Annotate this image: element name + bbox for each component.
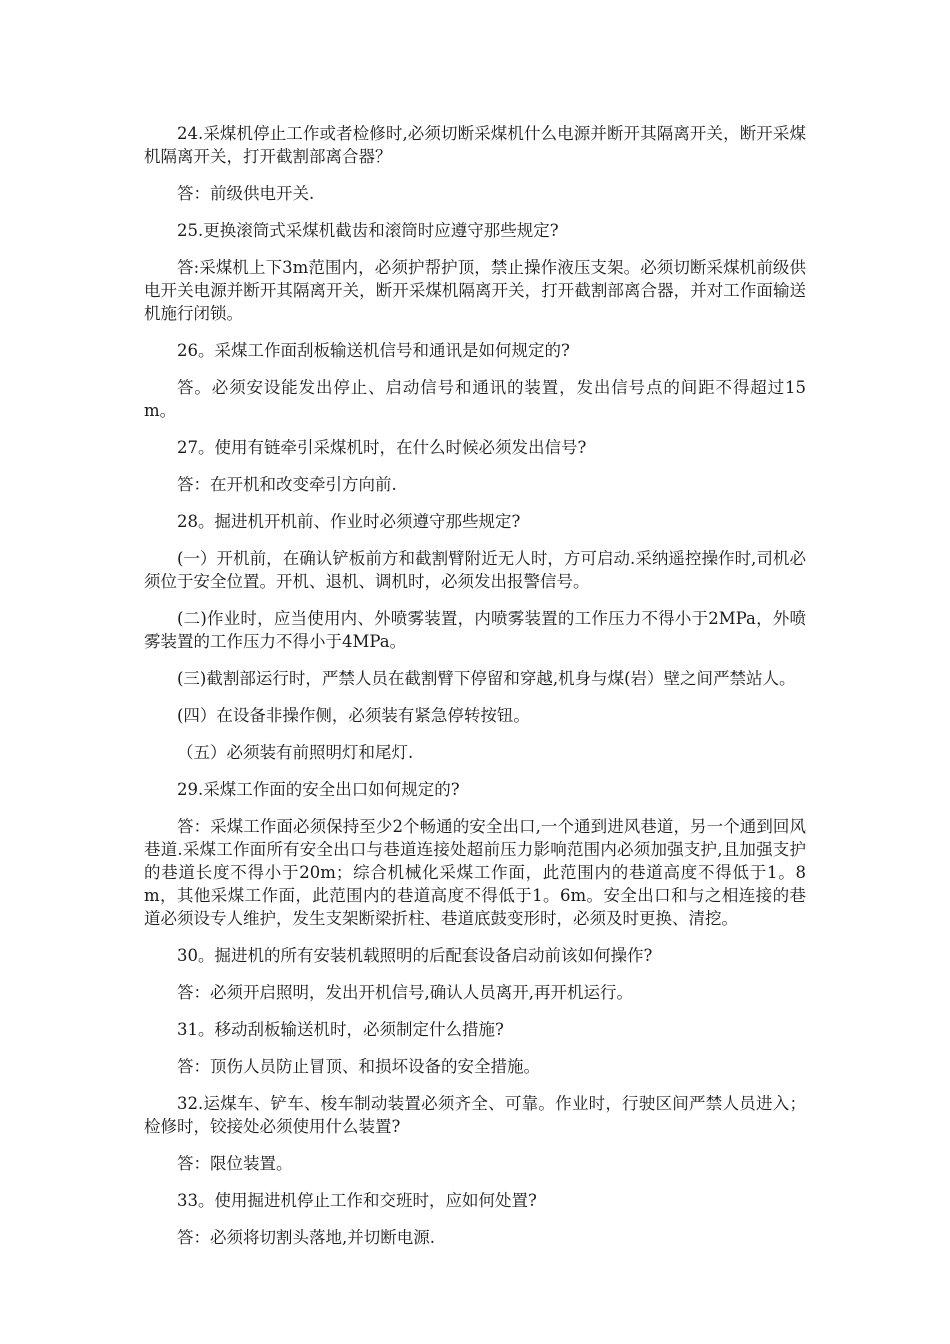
question-25: 25.更换滚筒式采煤机截齿和滚筒时应遵守那些规定? [177, 221, 559, 240]
answer-29: 答：采煤工作面必须保持至少2个畅通的安全出口,一个通到进风巷道，另一个通到回风巷道.采煤工作面所有安全出口与巷道连接处超前压力影响范围内必须加强支护,且加强支护的巷道长度不得小于20m；综合机械化采煤工作面，此范围内的巷道高度不得低于1。8m，其他采煤工作面，此范围内的巷道高度不得低于1。6m。安全出口和与之相连接的巷道必须设专人维护，发生支架断梁折柱、巷道底鼓变形时，必须及时更换、清挖。 [144, 817, 806, 928]
question-24: 24.采煤机停止工作或者检修时,必须切断采煤机什么电源并断开其隔离开关，断开采煤机隔离开关，打开截割部离合器？ [144, 124, 806, 166]
question-26: 26。采煤工作面刮板输送机信号和通讯是如何规定的? [177, 341, 570, 360]
answer-30: 答：必须开启照明，发出开机信号,确认人员离开,再开机运行。 [177, 983, 633, 1002]
answer-28-item-3: (三)截割部运行时，严禁人员在截割臂下停留和穿越,机身与煤(岩）壁之间严禁站人。 [177, 669, 796, 688]
answer-28-item-5: （五）必须装有前照明灯和尾灯. [177, 743, 414, 762]
question-31: 31。移动刮板输送机时，必须制定什么措施? [177, 1020, 504, 1039]
question-27: 27。使用有链牵引采煤机时，在什么时候必须发出信号? [177, 438, 587, 457]
answer-24: 答：前级供电开关. [177, 184, 315, 203]
answer-31: 答：顶伤人员防止冒顶、和损坏设备的安全措施。 [177, 1057, 540, 1076]
answer-32: 答：限位装置。 [177, 1154, 293, 1173]
answer-26: 答。必须安设能发出停止、启动信号和通讯的装置，发出信号点的间距不得超过15m。 [144, 378, 806, 420]
answer-27: 答：在开机和改变牵引方向前. [177, 475, 397, 494]
answer-25: 答:采煤机上下3m范围内，必须护帮护顶，禁止操作液压支架。必须切断采煤机前级供电开关电源并断开其隔离开关，断开采煤机隔离开关，打开截割部离合器，并对工作面输送机施行闭锁。 [144, 258, 806, 323]
answer-33: 答：必须将切割头落地,并切断电源. [177, 1228, 435, 1247]
answer-28-item-2: (二)作业时，应当使用内、外喷雾装置，内喷雾装置的工作压力不得小于2MPa，外喷雾装置的工作压力不得小于4MPa。 [144, 609, 806, 651]
question-29: 29.采煤工作面的安全出口如何规定的? [177, 780, 460, 799]
question-32: 32.运煤车、铲车、梭车制动装置必须齐全、可靠。作业时，行驶区间严禁人员进入；检修时，铰接处必须使用什么装置? [144, 1094, 806, 1136]
answer-28-item-1: (一）开机前，在确认铲板前方和截割臂附近无人时，方可启动.采纳遥控操作时,司机必须位于安全位置。开机、退机、调机时，必须发出报警信号。 [144, 549, 806, 591]
question-33: 33。使用掘进机停止工作和交班时，应如何处置? [177, 1191, 537, 1210]
question-30: 30。掘进机的所有安装机载照明的后配套设备启动前该如何操作? [177, 946, 653, 965]
question-28: 28。掘进机开机前、作业时必须遵守那些规定? [177, 512, 521, 531]
document-body [144, 122, 806, 1263]
answer-28-item-4: (四）在设备非操作侧，必须装有紧急停转按钮。 [177, 706, 530, 725]
